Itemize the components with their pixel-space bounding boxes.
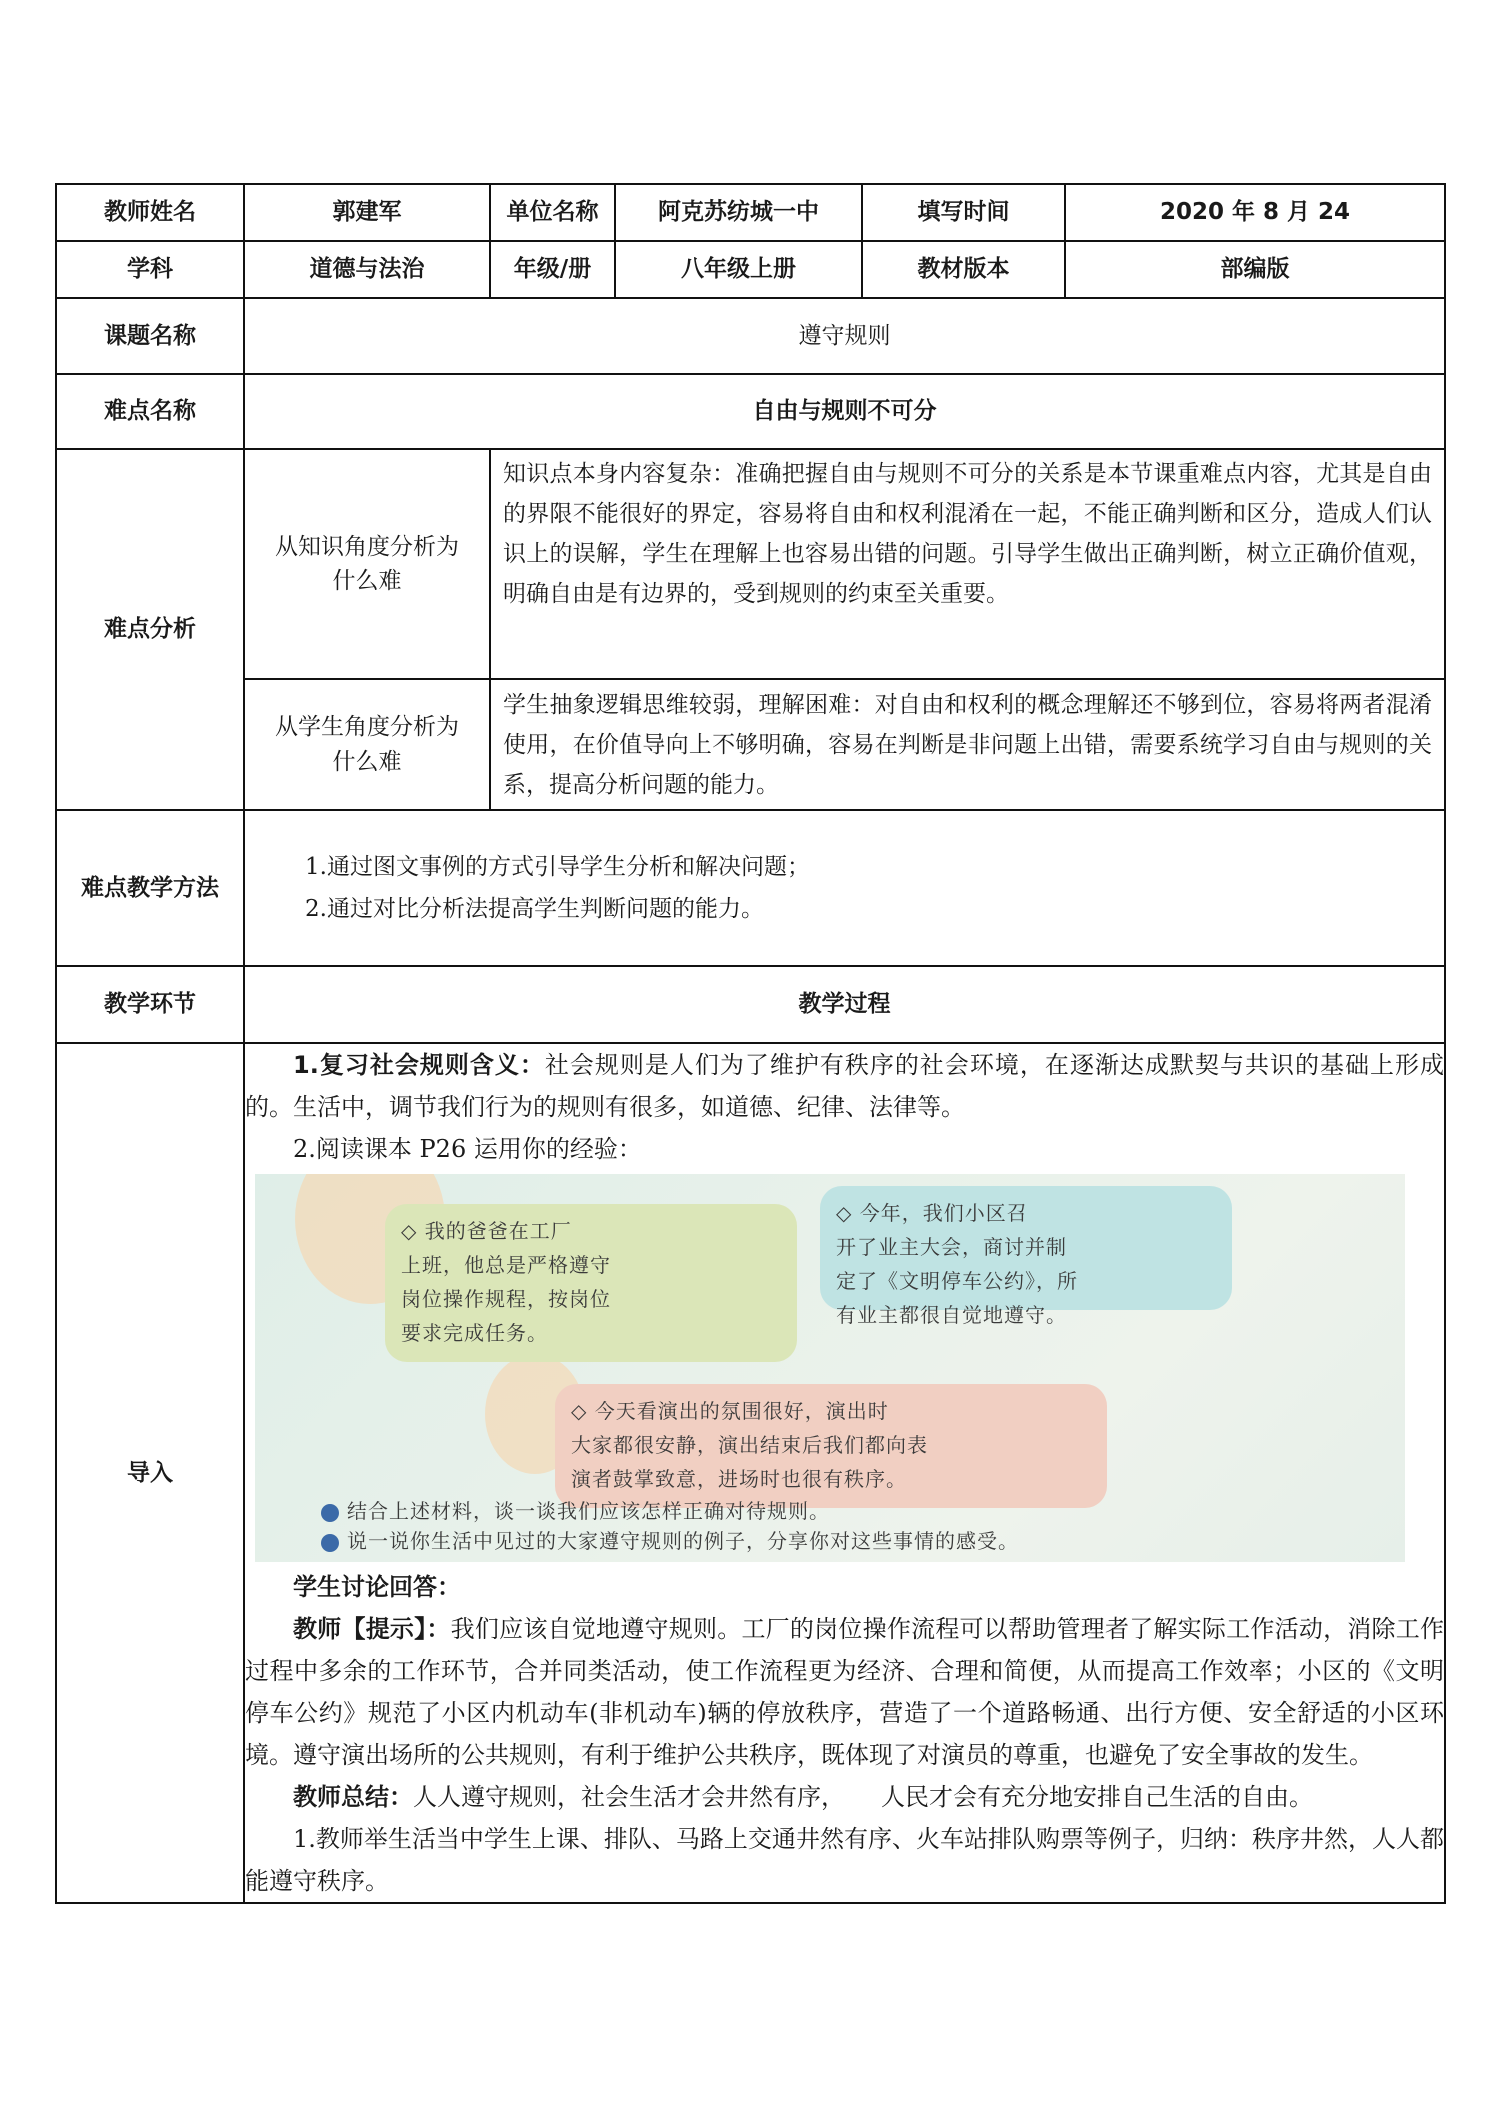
difficulty-label: 难点名称	[56, 374, 244, 449]
intro-paragraph-last: 1.教师举生活当中学生上课、排队、马路上交通井然有序、火车站排队购票等例子，归纳：秩序井然，人人都能遵守秩序。	[245, 1825, 1444, 1895]
date-label: 填写时间	[862, 184, 1065, 241]
student-angle-text: 学生抽象逻辑思维较弱，理解困难：对自由和权利的概念理解还不够到位，容易将两者混淆使用，在价值导向上不够明确，容易在判断是非问题上出错，需要系统学习自由与规则的关系，提高分析问题的能力。	[503, 691, 1432, 798]
student-angle-label: 从学生角度分析为什么难	[244, 679, 490, 810]
review-text: 社会规则是人们为了维护有秩序的社会环境，在逐渐达成默契与共识的基础上形成的。生活中，调节我们行为的规则有很多，如道德、纪律、法律等。	[245, 1051, 1444, 1121]
intro-paragraph-2: 2.阅读课本 P26 运用你的经验：	[293, 1135, 642, 1163]
intro-label: 导入	[56, 1043, 244, 1903]
stage-header: 教学环节	[56, 966, 244, 1043]
analysis-label: 难点分析	[56, 449, 244, 810]
figure-question-1: 结合上述材料，谈一谈我们应该怎样正确对待规则。	[321, 1496, 830, 1526]
method-item: 1.通过图文事例的方式引导学生分析和解决问题；	[305, 854, 810, 880]
review-heading: 1.复习社会规则含义：	[293, 1051, 545, 1079]
row-method	[56, 810, 1445, 966]
teacher-label: 教师姓名	[56, 184, 244, 241]
speech-bubble-factory: ◇ 我的爸爸在工厂 上班，他总是严格遵守 岗位操作规程，按岗位 要求完成任务。	[385, 1204, 797, 1362]
bullet-icon	[321, 1504, 339, 1522]
subject-label: 学科	[56, 241, 244, 298]
row-analysis-student	[56, 679, 1445, 810]
intro-content	[244, 1043, 1445, 1903]
textbook-figure	[255, 1174, 1405, 1562]
discussion-heading: 学生讨论回答：	[293, 1573, 461, 1601]
method-label: 难点教学方法	[56, 810, 244, 966]
edition-label: 教材版本	[862, 241, 1065, 298]
date-value: 2020 年 8 月 24	[1065, 184, 1445, 241]
method-item: 2.通过对比分析法提高学生判断问题的能力。	[305, 896, 764, 922]
speech-bubble-community: ◇ 今年，我们小区召 开了业主大会，商讨并制 定了《文明停车公约》，所 有业主都很自觉地遵守。	[820, 1186, 1232, 1310]
row-subject	[56, 241, 1445, 298]
row-intro	[56, 1043, 1445, 1903]
topic-value: 遵守规则	[244, 298, 1445, 374]
difficulty-value: 自由与规则不可分	[244, 374, 1445, 449]
summary-heading: 教师总结：	[293, 1783, 413, 1811]
teacher-hint	[245, 1608, 1444, 1776]
hint-text: 我们应该自觉地遵守规则。工厂的岗位操作流程可以帮助管理者了解实际工作活动，消除工作过程中多余的工作环节，合并同类活动，使工作流程更为经济、合理和简便，从而提高工作效率；小区的《文明停车公约》规范了小区内机动车(非机动车)辆的停放秩序，营造了一个道路畅通、出行方便、安全舒适的小区环境。遵守演出场所的公共规则，有利于维护公共秩序，既体现了对演员的尊重，也避免了安全事故的发生。	[245, 1615, 1444, 1769]
intro-paragraph-1	[245, 1044, 1444, 1128]
method-list	[245, 828, 1444, 948]
unit-label: 单位名称	[490, 184, 615, 241]
process-header: 教学过程	[244, 966, 1445, 1043]
summary-text: 人人遵守规则，社会生活才会井然有序， 人民才会有充分地安排自己生活的自由。	[413, 1783, 1313, 1811]
row-analysis-knowledge	[56, 449, 1445, 679]
knowledge-angle-label: 从知识角度分析为什么难	[244, 449, 490, 679]
figure-question-2: 说一说你生活中见过的大家遵守规则的例子，分享你对这些事情的感受。	[321, 1526, 1019, 1556]
subject-value: 道德与法治	[244, 241, 490, 298]
unit-value: 阿克苏纺城一中	[615, 184, 862, 241]
row-process-header	[56, 966, 1445, 1043]
teacher-summary	[245, 1776, 1444, 1818]
grade-value: 八年级上册	[615, 241, 862, 298]
topic-label: 课题名称	[56, 298, 244, 374]
hint-heading: 教师【提示】：	[293, 1615, 451, 1643]
row-teacher	[56, 184, 1445, 241]
teacher-value: 郭建军	[244, 184, 490, 241]
edition-value: 部编版	[1065, 241, 1445, 298]
bullet-icon	[321, 1534, 339, 1552]
grade-label: 年级/册	[490, 241, 615, 298]
row-difficulty	[56, 374, 1445, 449]
row-topic	[56, 298, 1445, 374]
lesson-plan-table	[55, 183, 1446, 1904]
knowledge-angle-text: 知识点本身内容复杂：准确把握自由与规则不可分的关系是本节课重难点内容，尤其是自由的界限不能很好的界定，容易将自由和权利混淆在一起，不能正确判断和区分，造成人们认识上的误解，学生在理解上也容易出错的问题。引导学生做出正确判断，树立正确价值观，明确自由是有边界的，受到规则的约束至关重要。	[503, 461, 1432, 607]
speech-bubble-performance: ◇ 今天看演出的氛围很好，演出时 大家都很安静，演出结束后我们都向表 演者鼓掌致意，进场时也很有秩序。	[555, 1384, 1107, 1508]
